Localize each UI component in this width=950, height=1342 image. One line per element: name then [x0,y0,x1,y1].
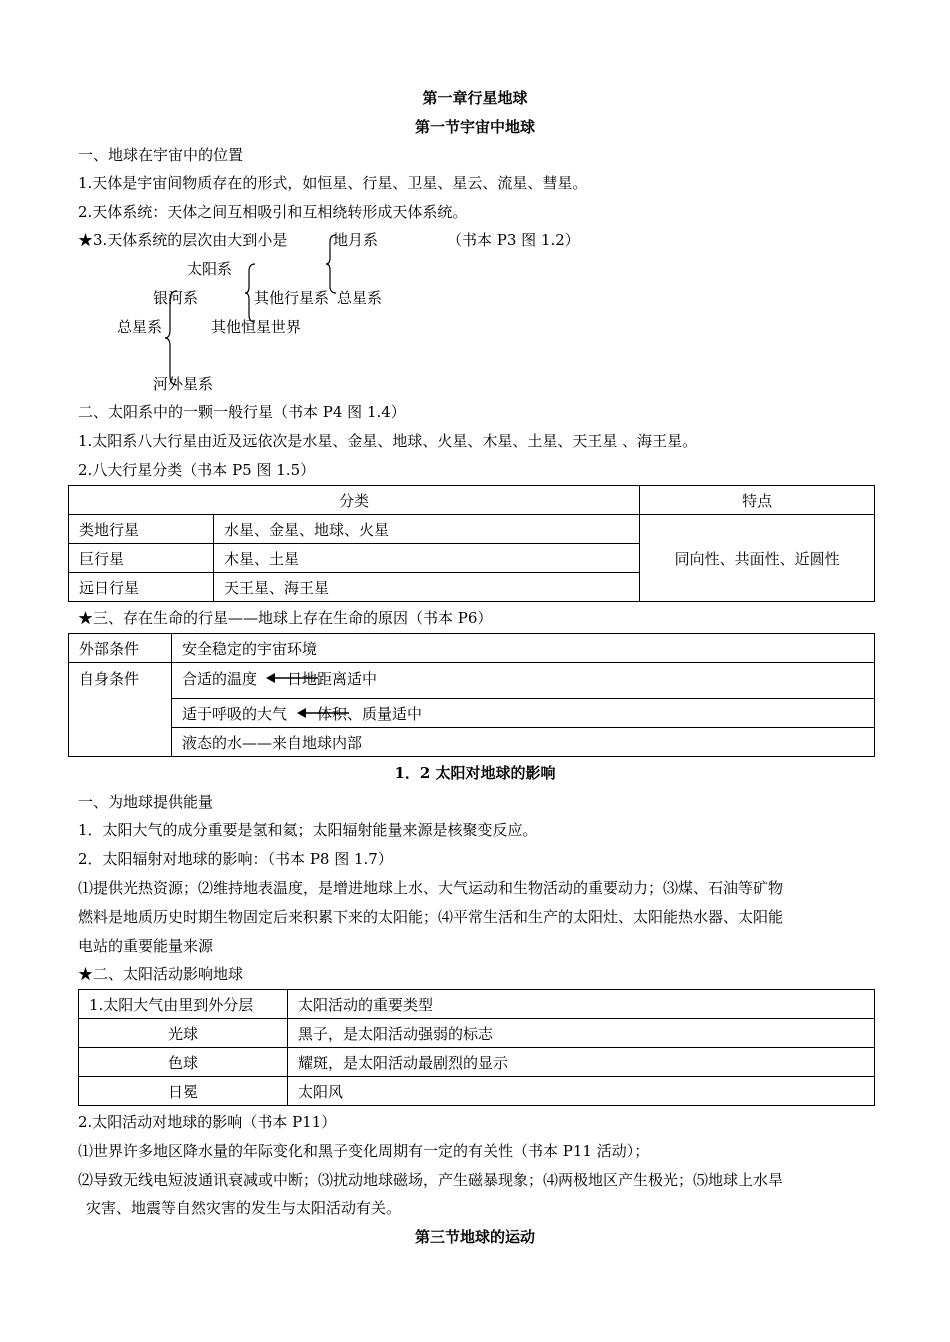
s1-para-5: 2.八大行星分类（书本 P5 图 1.5） [78,461,316,479]
s2-heading-1: 一、为地球提供能量 [78,793,214,811]
section3-title: 第三节地球的运动 [414,1228,535,1246]
air-text: 适于呼吸的大气 [182,704,288,723]
activity-cell: 黑子，是太阳活动强弱的标志 [288,1019,875,1048]
brace-icon-earth-moon [326,234,338,294]
brace-icon-total [165,290,179,386]
s2-para-3-line3: 电站的重要能量来源 [78,937,214,955]
water-row: 液态的水——来自地球内部 [172,728,875,757]
external-value: 安全稳定的宇宙环境 [172,634,875,663]
s2-para-5: ⑴世界许多地区降水量的年际变化和黑子变化周期有一定的有关性（书本 P11 活动）； [78,1142,650,1160]
table-row [79,1048,875,1077]
planet-members: 水星、金星、地球、火星 [214,515,640,544]
tree-milky-way: 银河系 [153,289,199,307]
section2-title: 1．2 太阳对地球的影响 [394,764,556,782]
brace-icon-solar [245,263,257,323]
s1-heading-3: ★三、存在生命的行星——地球上存在生命的原因（书本 P6） [78,609,493,627]
internal-label: 自身条件 [69,663,172,757]
planet-feature: 同向性、共面性、近圆性 [640,515,875,602]
s2-para-3-line1: ⑴提供光热资源；⑵维持地表温度，是增进地球上水、大气运动和生物活动的重要动力；⑶煤、石油等矿物 [78,879,784,897]
tree-outer-galaxy: 河外星系 [153,375,214,393]
planet-members: 天王星、海王星 [214,573,640,602]
s1-para-2: 2.天体系统：天体之间互相吸引和互相绕转形成天体系统。 [78,203,468,221]
s2-para-1: 1．太阳大气的成分重要是氢和氦；太阳辐射能量来源是核聚变反应。 [78,821,538,839]
layer-cell: 光球 [79,1019,288,1048]
external-label: 外部条件 [69,634,172,663]
s1-para-4: 1.太阳系八大行星由近及远依次是水星、金星、地球、火星、木星、土星、天王星 、海王星。 [78,432,698,450]
tree-other-planet: 其他行星系 [254,289,330,307]
planet-type: 远日行星 [69,573,214,602]
activity-cell: 太阳风 [288,1077,875,1106]
s2-para-2: 2．太阳辐射对地球的影响：（书本 P8 图 1.7） [78,850,393,868]
planet-classification-table [68,485,875,602]
air-cause: 体积、质量适中 [317,704,423,723]
planet-type: 类地行星 [69,515,214,544]
header-layers: 1.太阳大气由里到外分层 [79,990,288,1019]
tree-total-galaxy-2: 总星系 [117,318,163,336]
header-types: 太阳活动的重要类型 [288,990,875,1019]
header-feature: 特点 [640,486,875,515]
s2-para-4: 2.太阳活动对地球的影响（书本 P11） [78,1113,337,1131]
s2-para-3-line2: 燃料是地质历史时期生物固定后来积累下来的太阳能；⑷平常生活和生产的太阳灶、太阳能热水器、太阳能 [78,908,784,926]
temperature-text: 合适的温度 [182,670,258,688]
header-class: 分类 [69,486,640,515]
s2-para-6-line1: ⑵导致无线电短波通讯衰减或中断；⑶扰动地球磁场，产生磁暴现象；⑷两极地区产生极光；⑸地球上水旱 [78,1171,784,1189]
s2-para-6-line2: 灾害、地震等自然灾害的发生与太阳活动有关。 [86,1199,402,1217]
layer-cell: 日冕 [79,1077,288,1106]
activity-cell: 耀斑，是太阳活动最剧烈的显示 [288,1048,875,1077]
planet-members: 木星、土星 [214,544,640,573]
temperature-cause: 日地距离适中 [287,670,378,688]
arrow-left-icon [297,707,351,719]
sun-activity-table [78,989,875,1106]
air-row [172,699,875,728]
chapter-title: 第一章行星地球 [422,89,528,107]
table-row [79,1019,875,1048]
tree-total-galaxy-1: 总星系 [337,289,383,307]
s2-heading-2: ★二、太阳活动影响地球 [78,965,244,983]
s1-para-3: ★3.天体系统的层次由大到小是 [78,231,288,249]
arrow-left-icon [266,672,320,684]
table-row [79,1077,875,1106]
s1-heading-2: 二、太阳系中的一颗一般行星（书本 P4 图 1.4） [78,403,406,421]
tree-other-star: 其他恒星世界 [211,318,302,336]
planet-type: 巨行星 [69,544,214,573]
s1-heading-1: 一、地球在宇宙中的位置 [78,146,244,164]
tree-ref: （书本 P3 图 1.2） [447,231,580,249]
tree-solar-system: 太阳系 [187,260,233,278]
layer-cell: 色球 [79,1048,288,1077]
tree-earth-moon: 地月系 [333,231,379,249]
life-conditions-table [68,633,875,757]
section1-title: 第一节宇宙中地球 [414,118,535,136]
s1-para-1: 1.天体是宇宙间物质存在的形式，如恒星、行星、卫星、星云、流星、彗星。 [78,174,588,192]
table-row [69,515,875,544]
